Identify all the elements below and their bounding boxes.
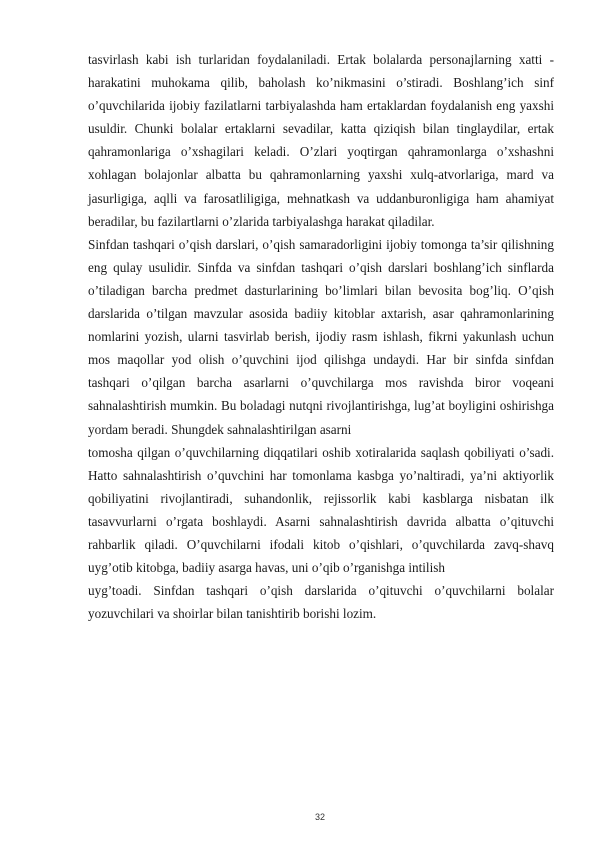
paragraph-1: tasvirlash kabi ish turlaridan foydalaniladi. Ertak bolalarda personajlarning xatti - harakatini muhokama qilib, baholash ko’nikmasini o’stiradi. Boshlang’ich sinf o’quvchilarida ijobiy fazilatlarni tarbiyalashda ham ertaklardan foydalanish eng yaxshi usuldir. Chunki bolalar ertaklarni sevadilar, katta qiziqish bilan tinglaydilar, ertak qahramonlariga o’xshagilari keladi. O’zlari yoqtirgan qahramonlarga o’xshashni xohlagan bolajonlar albatta bu qahramonlarning yaxshi xulq-atvorlariga, mard va jasurligiga, aqlli va farosatliligiga, mehnatkash va uddanburonligiga ham ahamiyat beradilar, bu fazilartlarni o’zlarida tarbiyalashga harakat qiladilar. <box>88 52 554 229</box>
paragraph-2: Sinfdan tashqari o’qish darslari, o’qish samaradorligini ijobiy tomonga ta’sir qilishning eng qulay usulidir. Sinfda va sinfdan tashqari o’qish darslari boshlang’ich sinflarda o’tiladigan barcha predmet dasturlarining bo’limlari bilan bevosita bog’liq. O’qish darslarida o’tilgan mavzular asosida badiiy kitoblar axtarish, asar qahramonlarining nomlarini yozish, ularni tasvirlab berish, ijodiy rasm ishlash, fikrni yakunlash uchun mos maqollar yod olish o’quvchini ijod qilishga undaydi. Har bir sinfda sinfdan tashqari o’qilgan barcha asarlarni o’quvchilarga mos ravishda biror voqeani sahnalashtirish mumkin. Bu boladagi nutqni rivojlantirishga, lug’at boyligini oshirishga yordam beradi. Shungdek sahnalashtirilgan asarni <box>88 236 554 437</box>
body-text <box>88 48 554 625</box>
page-number: 32 <box>314 812 325 822</box>
paragraph-4: uyg’toadi. Sinfdan tashqari o’qish darslarida o’qituvchi o’quvchilarni bolalar yozuvchilari va shoirlar bilan tanishtirib borishi lozim. <box>88 583 554 622</box>
paragraph-3: tomosha qilgan o’quvchilarning diqqatilari oshib xotiralarida saqlash qobiliyati o’sadi. Hatto sahnalashtirish o’quvchini har tomonlama kasbga yo’naltiradi, ya’ni aktiyorlik qobiliyatini rivojlantiradi, suhandonlik, rejissorlik kabi kasblarga nisbatan ilk tasavvurlarni o’rgata boshlaydi. Asarni sahnalashtirish davrida albatta o’qituvchi rahbarlik qiladi. O’quvchilarni ifodali kitob o’qishlari, o’quvchilarda zavq-shavq uyg’otib kitobga, badiiy asarga havas, uni o’qib o’rganishga intilish <box>88 444 554 576</box>
